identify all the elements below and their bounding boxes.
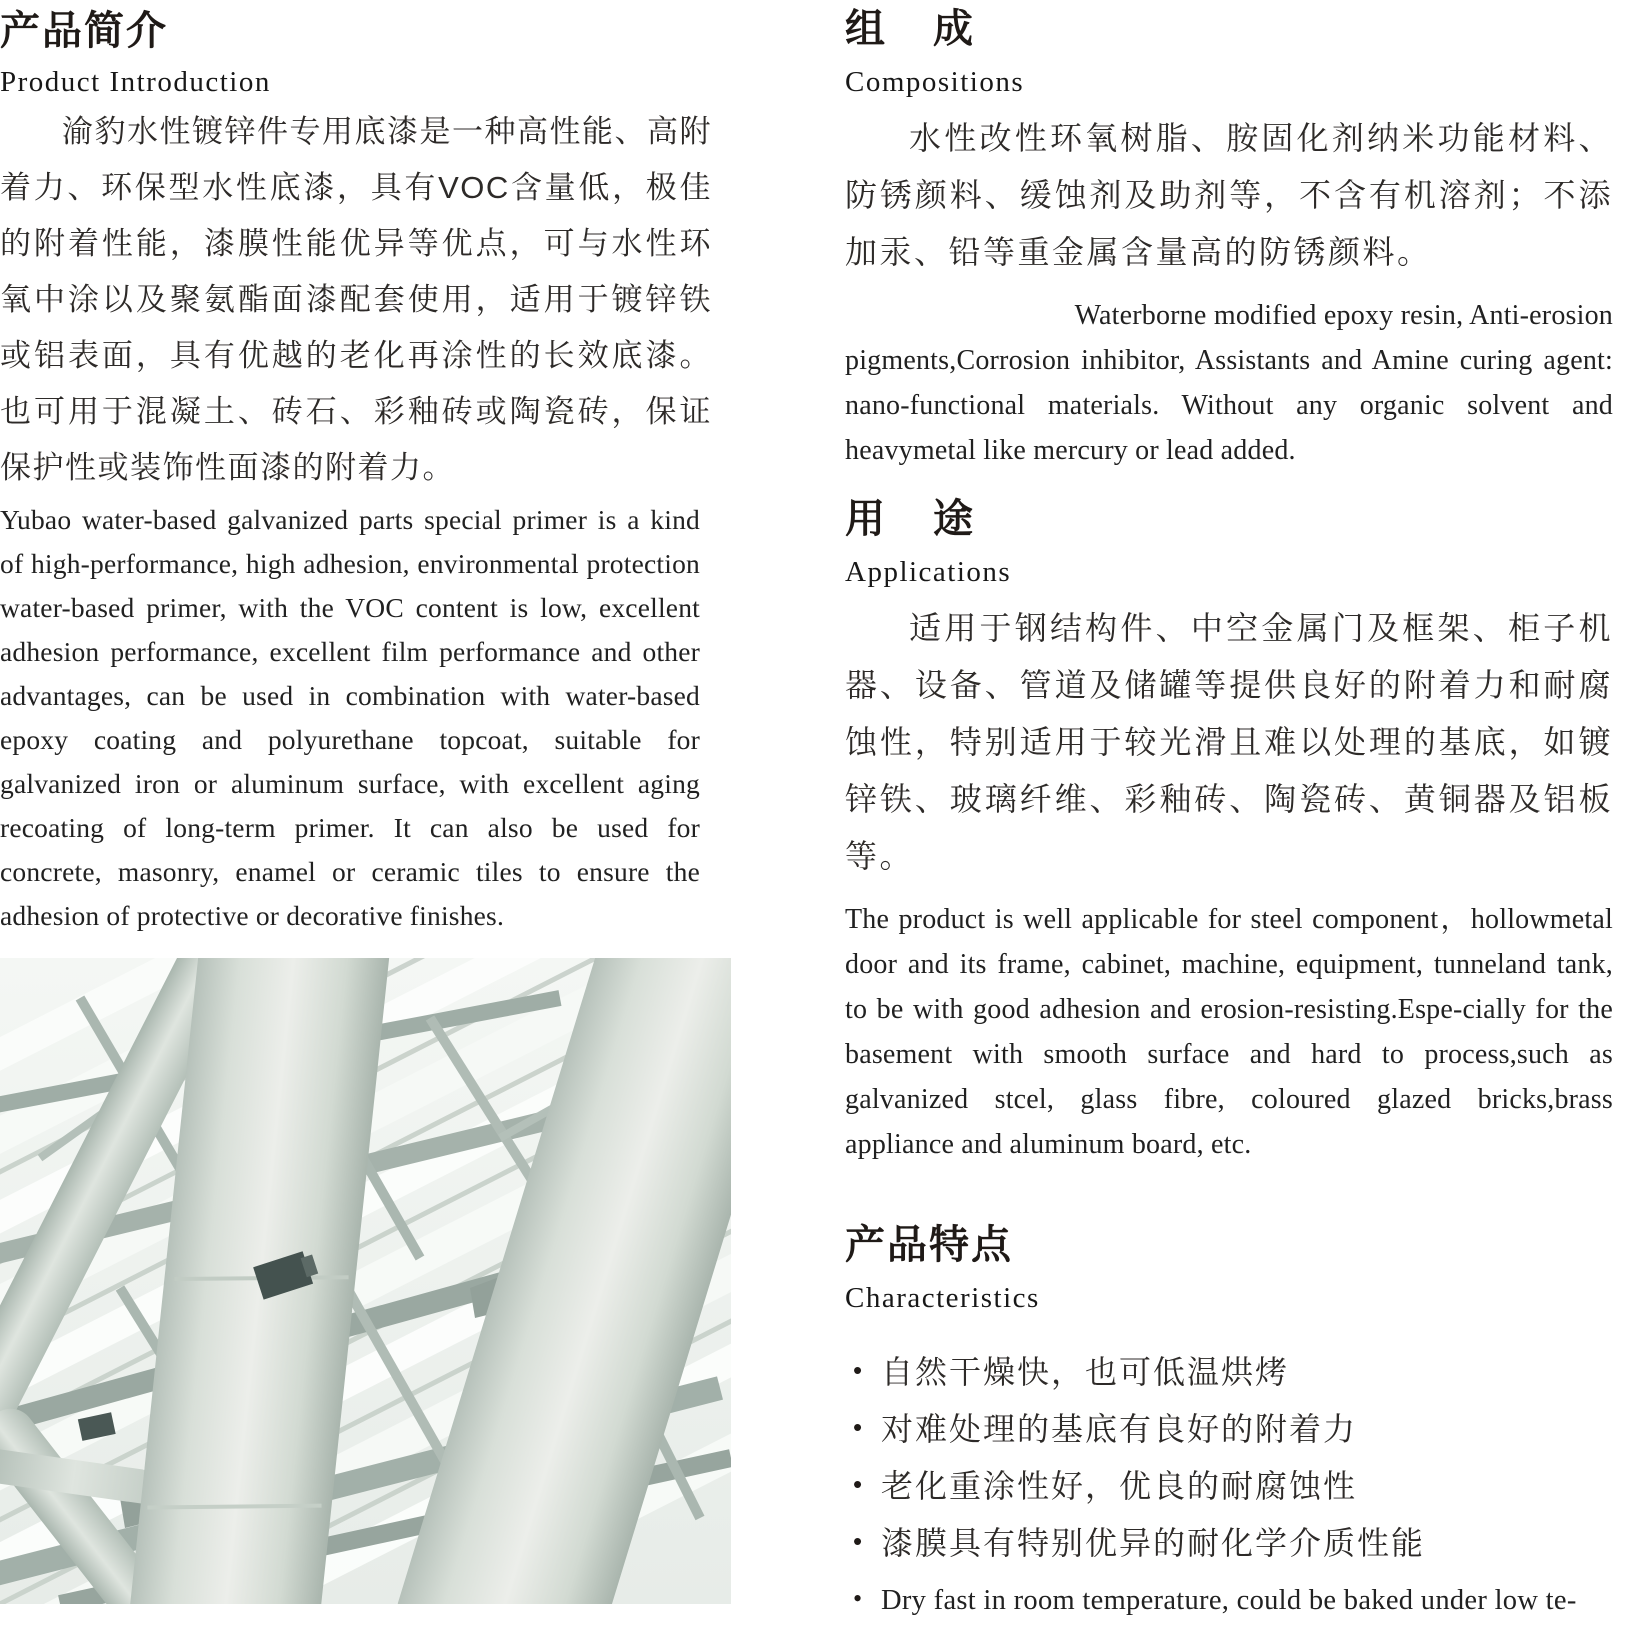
product-intro-paragraph-zh: 渝豹水性镀锌件专用底漆是一种高性能、高附着力、环保型水性底漆，具有VOC含量低，极佳的附着性能，漆膜性能优异等优点，可与水性环氧中涂以及聚氨酯面漆配套使用，适用于镀锌铁或铝表面，具有优越的老化再涂性的长效底漆。也可用于混凝土、砖石、彩釉砖或陶瓷砖，保证保护性或装饰性面漆的附着力。 — [0, 114, 712, 485]
compositions-paragraph-zh: 水性改性环氧树脂、胺固化剂纳米功能材料、防锈颜料、缓蚀剂及助剂等，不含有机溶剂；不添加汞、铅等重金属含量高的防锈颜料。 — [845, 120, 1613, 270]
characteristics-heading-en: Characteristics — [845, 1282, 1040, 1314]
bullet-icon: • — [853, 1584, 863, 1613]
characteristic-item — [845, 1572, 1613, 1629]
compositions-heading-zh: 组 成 — [845, 7, 977, 51]
compositions-heading-en: Compositions — [845, 66, 1025, 98]
applications-paragraph-en: The product is well applicable for steel component，hollowmetal door and its frame, cabinet, machine, equipment, tunneland tank, to be with good adhesion and erosion-resisting.Espe-cially for the basement with smooth surface and hard to process,such as galvanized stcel, glass fibre, coloured glazed bricks,brass appliance and aluminum board, etc. — [845, 904, 1613, 1160]
bullet-icon: • — [853, 1526, 865, 1556]
bullet-icon: • — [853, 1469, 865, 1499]
bullet-icon: • — [853, 1355, 865, 1385]
product-intro-heading-zh: 产品简介 — [0, 9, 168, 53]
left-column — [0, 0, 712, 1640]
characteristic-item — [845, 1344, 1613, 1401]
characteristics-heading-zh: 产品特点 — [845, 1223, 1013, 1267]
applications-heading-en: Applications — [845, 556, 1012, 588]
characteristic-text: 自然干燥快，也可低温烘烤 — [881, 1354, 1290, 1390]
bullet-icon: • — [853, 1412, 865, 1442]
product-intro-paragraph-en: Yubao water-based galvanized parts special primer is a kind of high-performance, high adhesion, environmental protection water-based primer, with the VOC content is low, excellent adhesion performance, excellent film performance and other advantages, can be used in combination with water-based epoxy coating and polyurethane topcoat, suitable for galvanized iron or aluminum surface, with excellent aging recoating of long-term primer. It can also be used for concrete, masonry, enamel or ceramic tiles to ensure the adhesion of protective or decorative finishes. — [0, 504, 700, 931]
product-intro-heading-en: Product Introduction — [0, 66, 271, 98]
applications-heading-zh: 用 途 — [845, 497, 977, 541]
characteristic-item — [845, 1401, 1613, 1458]
characteristic-text: Dry fast in room temperature, could be baked under low te- — [881, 1585, 1577, 1616]
compositions-paragraph-en: Waterborne modified epoxy resin, Anti-erosion pigments,Corrosion inhibitor, Assistants and Amine curing agent: nano-functional materials. Without any organic solvent and heavymetal like mercury or lead added. — [845, 300, 1613, 466]
section-applications — [845, 496, 1613, 1167]
applications-paragraph-zh: 适用于钢结构件、中空金属门及框架、柜子机器、设备、管道及储罐等提供良好的附着力和耐腐蚀性，特别适用于较光滑且难以处理的基底，如镀锌铁、玻璃纤维、彩釉砖、陶瓷砖、黄铜器及铝板等。 — [845, 610, 1613, 874]
section-characteristics — [845, 1222, 1613, 1629]
steel-structure-photo — [0, 958, 731, 1604]
characteristic-item — [845, 1515, 1613, 1572]
section-compositions — [845, 6, 1613, 473]
characteristic-item — [845, 1458, 1613, 1515]
right-column — [845, 0, 1613, 1640]
characteristic-text: 漆膜具有特别优异的耐化学介质性能 — [881, 1525, 1426, 1561]
characteristic-text: 对难处理的基底有良好的附着力 — [881, 1411, 1358, 1447]
characteristic-text: 老化重涂性好，优良的耐腐蚀性 — [881, 1468, 1358, 1504]
characteristics-list — [845, 1344, 1613, 1629]
